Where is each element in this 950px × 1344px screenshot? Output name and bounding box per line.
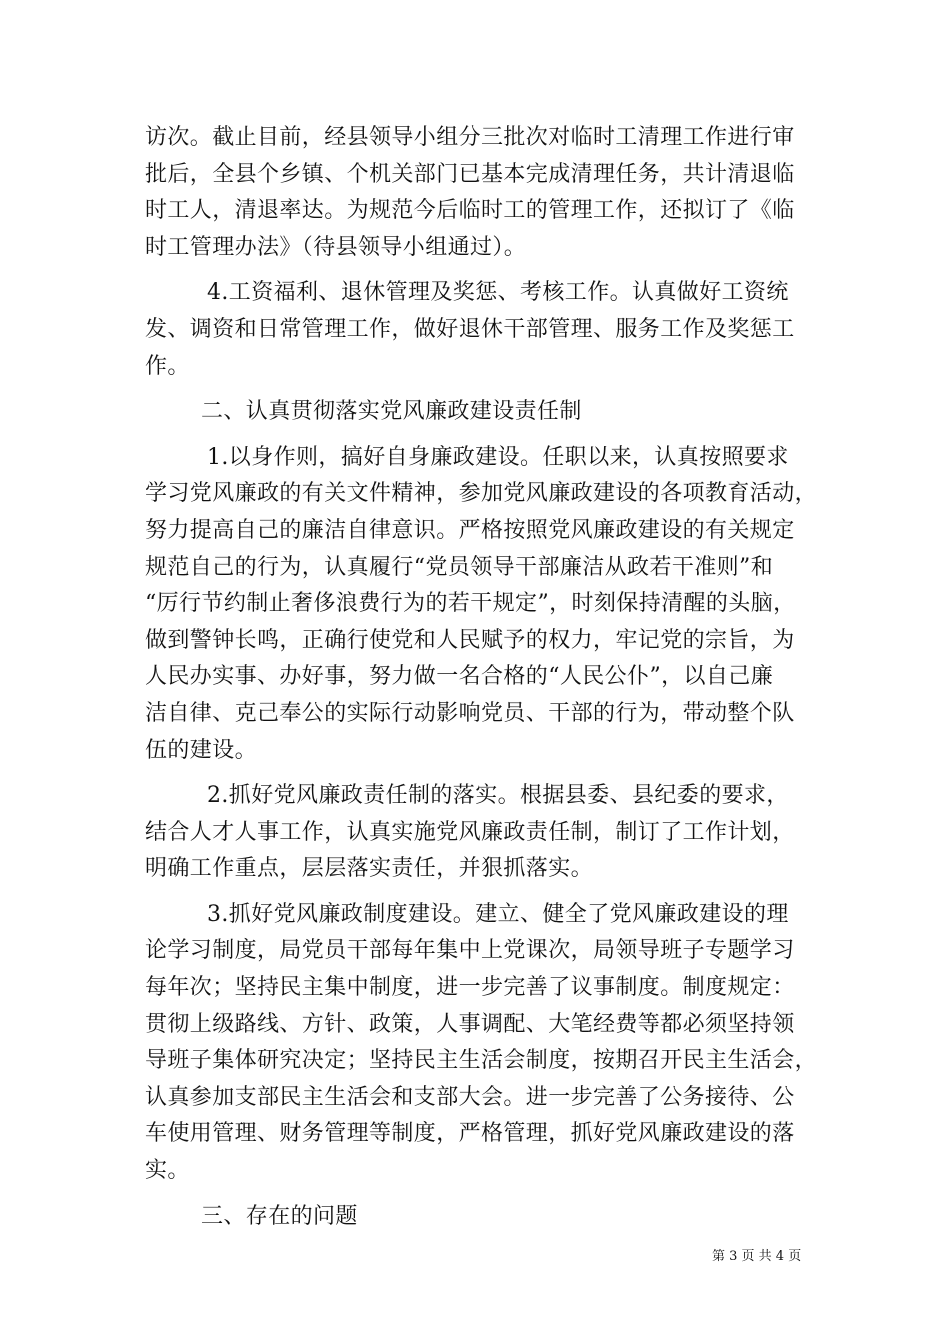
text-line: 明确工作重点，层层落实责任，并狠抓落实。 (145, 856, 594, 882)
paragraph-gap (145, 888, 810, 897)
text-line: 规范自己的行为，认真履行“党员领导干部廉洁从政若干准则”和 (145, 554, 774, 580)
text-line: 努力提高自己的廉洁自律意识。严格按照党风廉政建设的有关规定 (145, 517, 795, 543)
text-line: 三、存在的问题 (201, 1203, 358, 1229)
paragraph-gap (145, 431, 810, 440)
text-line: 洁自律、克己奉公的实际行动影响党员、干部的行为，带动整个队 (145, 700, 795, 726)
paragraph-gap (145, 385, 810, 394)
text-line: 做到警钟长鸣，正确行使党和人民赋予的权力，牢记党的宗旨，为 (145, 627, 795, 653)
section-heading (145, 394, 810, 431)
text-line: 学习党风廉政的有关文件精神，参加党风廉政建设的各项教育活动， (145, 481, 818, 507)
text-line: 二、认真贯彻落实党风廉政建设责任制 (201, 399, 582, 425)
text-line: 实。 (145, 1158, 190, 1184)
paragraph-gap (145, 1190, 810, 1199)
paragraph (145, 120, 810, 266)
paragraph (145, 897, 818, 1190)
text-line: 车使用管理、财务管理等制度，严格管理，抓好党风廉政建设的落 (145, 1121, 795, 1147)
text-line: 作。 (145, 353, 190, 379)
text-line: 时工人，清退率达。为规范今后临时工的管理工作，还拟订了《临 (145, 198, 795, 224)
text-line: 结合人才人事工作，认真实施党风廉政责任制，制订了工作计划， (145, 819, 795, 845)
text-line: 批后，全县个乡镇、个机关部门已基本完成清理任务，共计清退临 (145, 161, 795, 187)
text-line: 时工管理办法》（待县领导小组通过）。 (145, 234, 527, 260)
text-line: 伍的建设。 (145, 737, 258, 763)
paragraph (145, 778, 810, 888)
text-line: 人民办实事、办好事，努力做一名合格的“人民公仆”，以自己廉 (145, 664, 774, 690)
paragraph (145, 440, 818, 769)
text-line: 1.以身作则，搞好自身廉政建设。任职以来，认真按照要求 (207, 444, 789, 470)
paragraph-gap (145, 266, 810, 275)
paragraph (145, 275, 810, 385)
page-number: 第 3 页 共 4 页 (712, 1249, 802, 1264)
text-line: “厉行节约制止奢侈浪费行为的若干规定”，时刻保持清醒的头脑， (145, 591, 796, 617)
text-line: 3.抓好党风廉政制度建设。建立、健全了党风廉政建设的理 (207, 901, 789, 927)
text-line: 导班子集体研究决定；坚持民主生活会制度，按期召开民主生活会， (145, 1048, 818, 1074)
text-line: 4.工资福利、退休管理及奖惩、考核工作。认真做好工资统 (207, 280, 789, 306)
text-line: 每年次；坚持民主集中制度，进一步完善了议事制度。制度规定： (145, 975, 795, 1001)
document-body (145, 120, 818, 1235)
text-line: 2.抓好党风廉政责任制的落实。根据县委、县纪委的要求， (207, 783, 789, 809)
paragraph-gap (145, 769, 810, 778)
text-line: 认真参加支部民主生活会和支部大会。进一步完善了公务接待、公 (145, 1084, 795, 1110)
text-line: 论学习制度，局党员干部每年集中上党课次，局领导班子专题学习 (145, 938, 795, 964)
text-line: 贯彻上级路线、方针、政策，人事调配、大笔经费等都必须坚持领 (145, 1011, 795, 1037)
text-line: 访次。截止目前，经县领导小组分三批次对临时工清理工作进行审 (145, 125, 795, 150)
text-line: 发、调资和日常管理工作，做好退休干部管理、服务工作及奖惩工 (145, 316, 795, 342)
section-heading (145, 1199, 810, 1236)
